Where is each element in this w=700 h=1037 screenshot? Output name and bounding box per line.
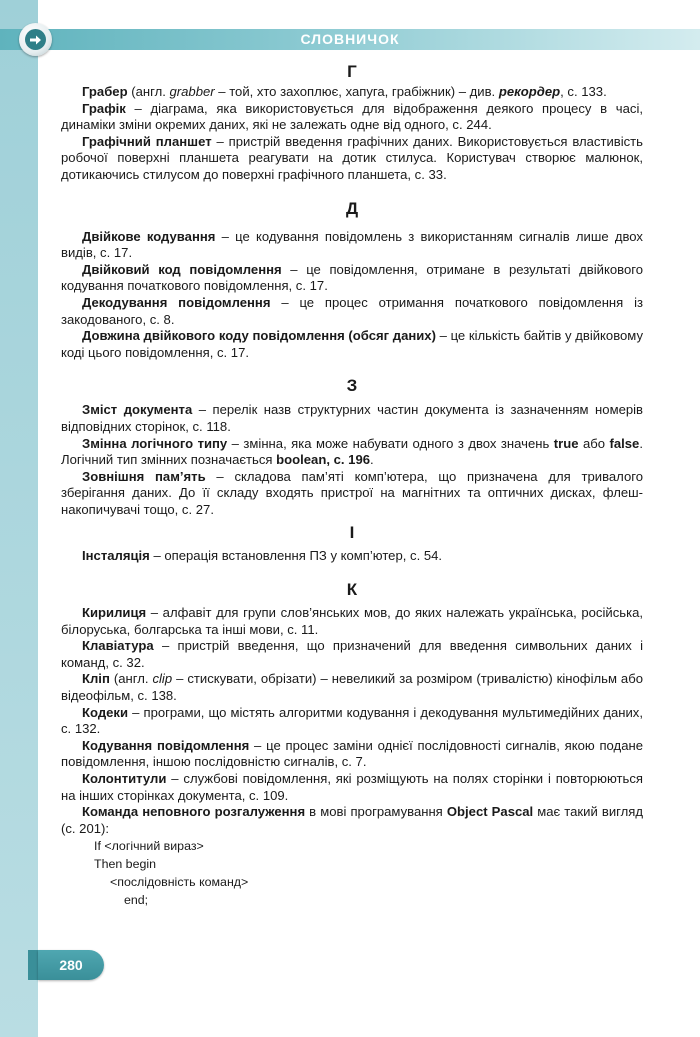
code-line: Then begin (94, 857, 157, 872)
glossary-entry: Колонтитули – службові повідомлення, які розміщують на полях сторінки і повторюються на інших сторінках документа, с. 109. (61, 771, 643, 803)
letter-heading: З (346, 376, 358, 396)
entry-term: Графічний планшет (82, 133, 212, 149)
glossary-entry: Зміст документа – перелік назв структурних частин документа із зазначенням номерів відповідних сторінок, с. 118. (61, 402, 643, 434)
entry-term: Інсталяція (82, 548, 150, 564)
glossary-entry: Кліп (англ. clip – стискувати, обрізати) – невеликий за розміром (тривалістю) кінофільм або відеофільм, с. 138. (61, 671, 643, 704)
letter-heading: І (349, 523, 355, 543)
page-header-title: СЛОВНИЧОК (300, 31, 400, 47)
glossary-entry: Графік – діаграма, яка використовується для відображення деякого процесу в часі, динаміки зміни окремих даних, які не залежать одне від одного, с. 244. (61, 100, 643, 133)
code-block (61, 837, 643, 909)
code-line: end; (124, 893, 149, 908)
entry-term: Декодування повідомлення (82, 294, 271, 310)
entry-term: Кирилиця (82, 605, 147, 621)
letter-heading: Г (347, 62, 357, 81)
entry-term: Зміст документа (82, 402, 193, 418)
glossary-entry: Графічний планшет – пристрій введення графічних даних. Використовується властивість робочої поверхні планшета реагувати на дотик стилуса. Користувач створює малюнок, дотикаючись стилусом до поверхні графічного планшета, с. 33. (61, 133, 643, 182)
entry-term: Клавіатура (82, 638, 154, 654)
letter-heading: К (346, 580, 358, 600)
code-line: If <логічний вираз> (94, 839, 204, 854)
entry-term: Кодеки (82, 704, 129, 720)
arrow-right-icon (25, 29, 46, 50)
nav-button[interactable] (19, 23, 52, 56)
entry-term: Змінна логічного типу (82, 435, 228, 451)
glossary-entry: Змінна логічного типу – змінна, яка може набувати одного з двох значень true або false. Логічний тип змінних позначається boolean, с. 196. (61, 435, 643, 468)
entry-term: Довжина двійкового коду повідомлення (обсяг даних) (82, 328, 436, 344)
letter-heading: Д (345, 198, 359, 218)
glossary-entry: Кодування повідомлення – це процес заміни однієї послідовності сигналів, якою подане повідомлення, іншою послідовністю сигналів, с. 7. (61, 737, 643, 770)
glossary-entry: Інсталяція – операція встановлення ПЗ у комп’ютер, с. 54. (82, 548, 443, 564)
glossary-entry: Двійковий код повідомлення – це повідомлення, отримане в результаті двійкового кодування початкового повідомлення, с. 17. (61, 261, 644, 294)
glossary-entry: Декодування повідомлення – це процес отримання початкового повідомлення із закодованого, с. 8. (61, 294, 644, 327)
side-strip (0, 0, 38, 1037)
code-line: <послідовність команд> (110, 875, 249, 890)
entry-term: Двійковий код повідомлення (82, 261, 282, 277)
glossary-entry: Клавіатура – пристрій введення, що призначений для введення символьних даних і команд, с. 32. (61, 638, 643, 670)
page-number: 280 (38, 950, 104, 980)
glossary-entry: Зовнішня пам’ять – складова пам’яті комп’ютера, що призначена для тривалого зберігання даних. До її складу входять пристрої на магнітних та оптичних дисках, флеш-накопичувачі тощо, с. 27. (61, 468, 643, 517)
entry-term: Грабер (82, 84, 128, 99)
entry-term: Команда неповного розгалуження (82, 804, 306, 820)
glossary-entry: Кирилиця – алфавіт для групи слов’янських мов, до яких належать українська, російська, білоруська, болгарська та інші мови, с. 11. (61, 605, 643, 637)
entry-term: Двійкове кодування (82, 228, 216, 244)
glossary-entry: Грабер (англ. grabber – той, хто захоплює, хапуга, грабіжник) – див. рекордер, с. 133. (82, 84, 607, 99)
glossary-entry: Команда неповного розгалуження в мові програмування Object Pascal має такий вигляд (с. 201): (61, 804, 643, 836)
glossary-entry: Кодеки – програми, що містять алгоритми кодування і декодування мультимедійних даних, с. 132. (61, 704, 643, 737)
entry-term: Колонтитули (82, 771, 167, 786)
glossary-content (61, 60, 643, 909)
entry-term: Графік (82, 100, 126, 116)
entry-term: Зовнішня пам’ять (82, 468, 206, 484)
glossary-entry: Двійкове кодування – це кодування повідомлень з використанням сигналів лише двох видів, с. 17. (61, 228, 643, 261)
entry-term: Кліп (82, 671, 110, 687)
glossary-entry: Довжина двійкового коду повідомлення (обсяг даних) – це кількість байтів у двійковому коді цього повідомлення, с. 17. (61, 328, 643, 360)
entry-term: Кодування повідомлення (82, 737, 250, 753)
